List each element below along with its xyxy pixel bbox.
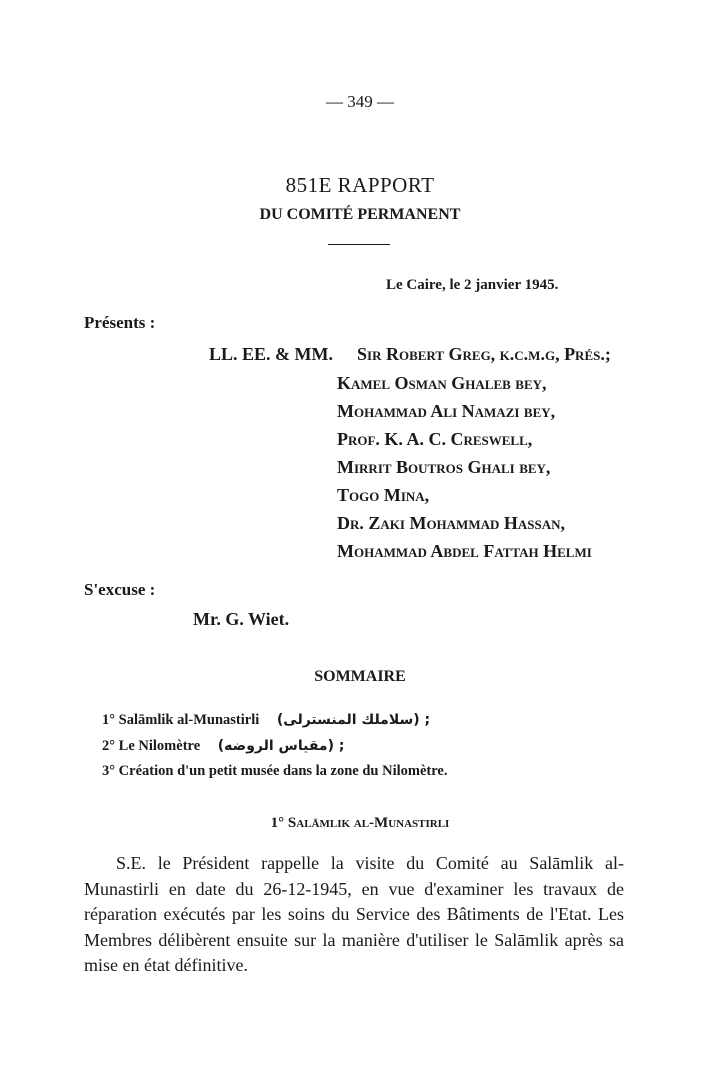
member-7: Dr. Zaki Mohammad Hassan,	[337, 513, 565, 533]
page-number: — 349 —	[326, 92, 394, 111]
report-title: 851E RAPPORT	[285, 173, 435, 197]
sommaire-item-3	[102, 763, 447, 780]
presents-label: Présents :	[84, 313, 156, 332]
member-8: Mohammad Abdel Fattah Helmi	[337, 541, 592, 561]
body-paragraph	[84, 851, 624, 979]
sommaire-item-text: 3° Création d'un petit musée dans la zone du Nilomètre.	[102, 763, 448, 779]
sommaire-item-arabic: (سلاملك المنسترلى) ;	[276, 712, 431, 728]
sommaire-title: SOMMAIRE	[314, 668, 406, 685]
dateline: Le Caire, le 2 janvier 1945.	[386, 277, 559, 293]
member-5: Mirrit Boutros Ghali bey,	[337, 457, 551, 477]
sommaire-item-2	[102, 738, 344, 755]
member-1: Sir Robert Greg, k.c.m.g, Prés.;	[357, 344, 611, 364]
sommaire-item-text: 1° Salāmlik al-Munastirli	[102, 712, 260, 728]
excused-member: Mr. G. Wiet.	[193, 609, 290, 629]
member-3: Mohammad Ali Namazi bey,	[337, 401, 556, 421]
section-heading: 1° Salāmlik al-Munastirli	[270, 815, 450, 831]
paragraph-text: S.E. le Président rappelle la visite du Comité au Salāmlik al-Munastirli en date du 26-12-1945, en vue d'examiner les travaux de réparation exécutés par les soins du Service des Bâtiments de l'Etat. Les Membres délibèrent ensuite sur la manière d'utiliser le Salāmlik après sa mise en état définitive.	[84, 853, 624, 975]
member-2: Kamel Osman Ghaleb bey,	[337, 373, 547, 393]
honorific: LL. EE. & MM.	[209, 344, 333, 364]
sommaire-item-arabic: (مقياس الروضه) ;	[217, 738, 345, 754]
member-4: Prof. K. A. C. Creswell,	[337, 429, 533, 449]
excuse-label: S'excuse :	[84, 580, 156, 599]
title-rule	[328, 244, 390, 245]
sommaire-item-text: 2° Le Nilomètre	[102, 738, 201, 754]
member-6: Togo Mina,	[337, 485, 430, 505]
committee-name: DU COMITÉ PERMANENT	[259, 206, 461, 223]
sommaire-item-1	[102, 712, 430, 729]
